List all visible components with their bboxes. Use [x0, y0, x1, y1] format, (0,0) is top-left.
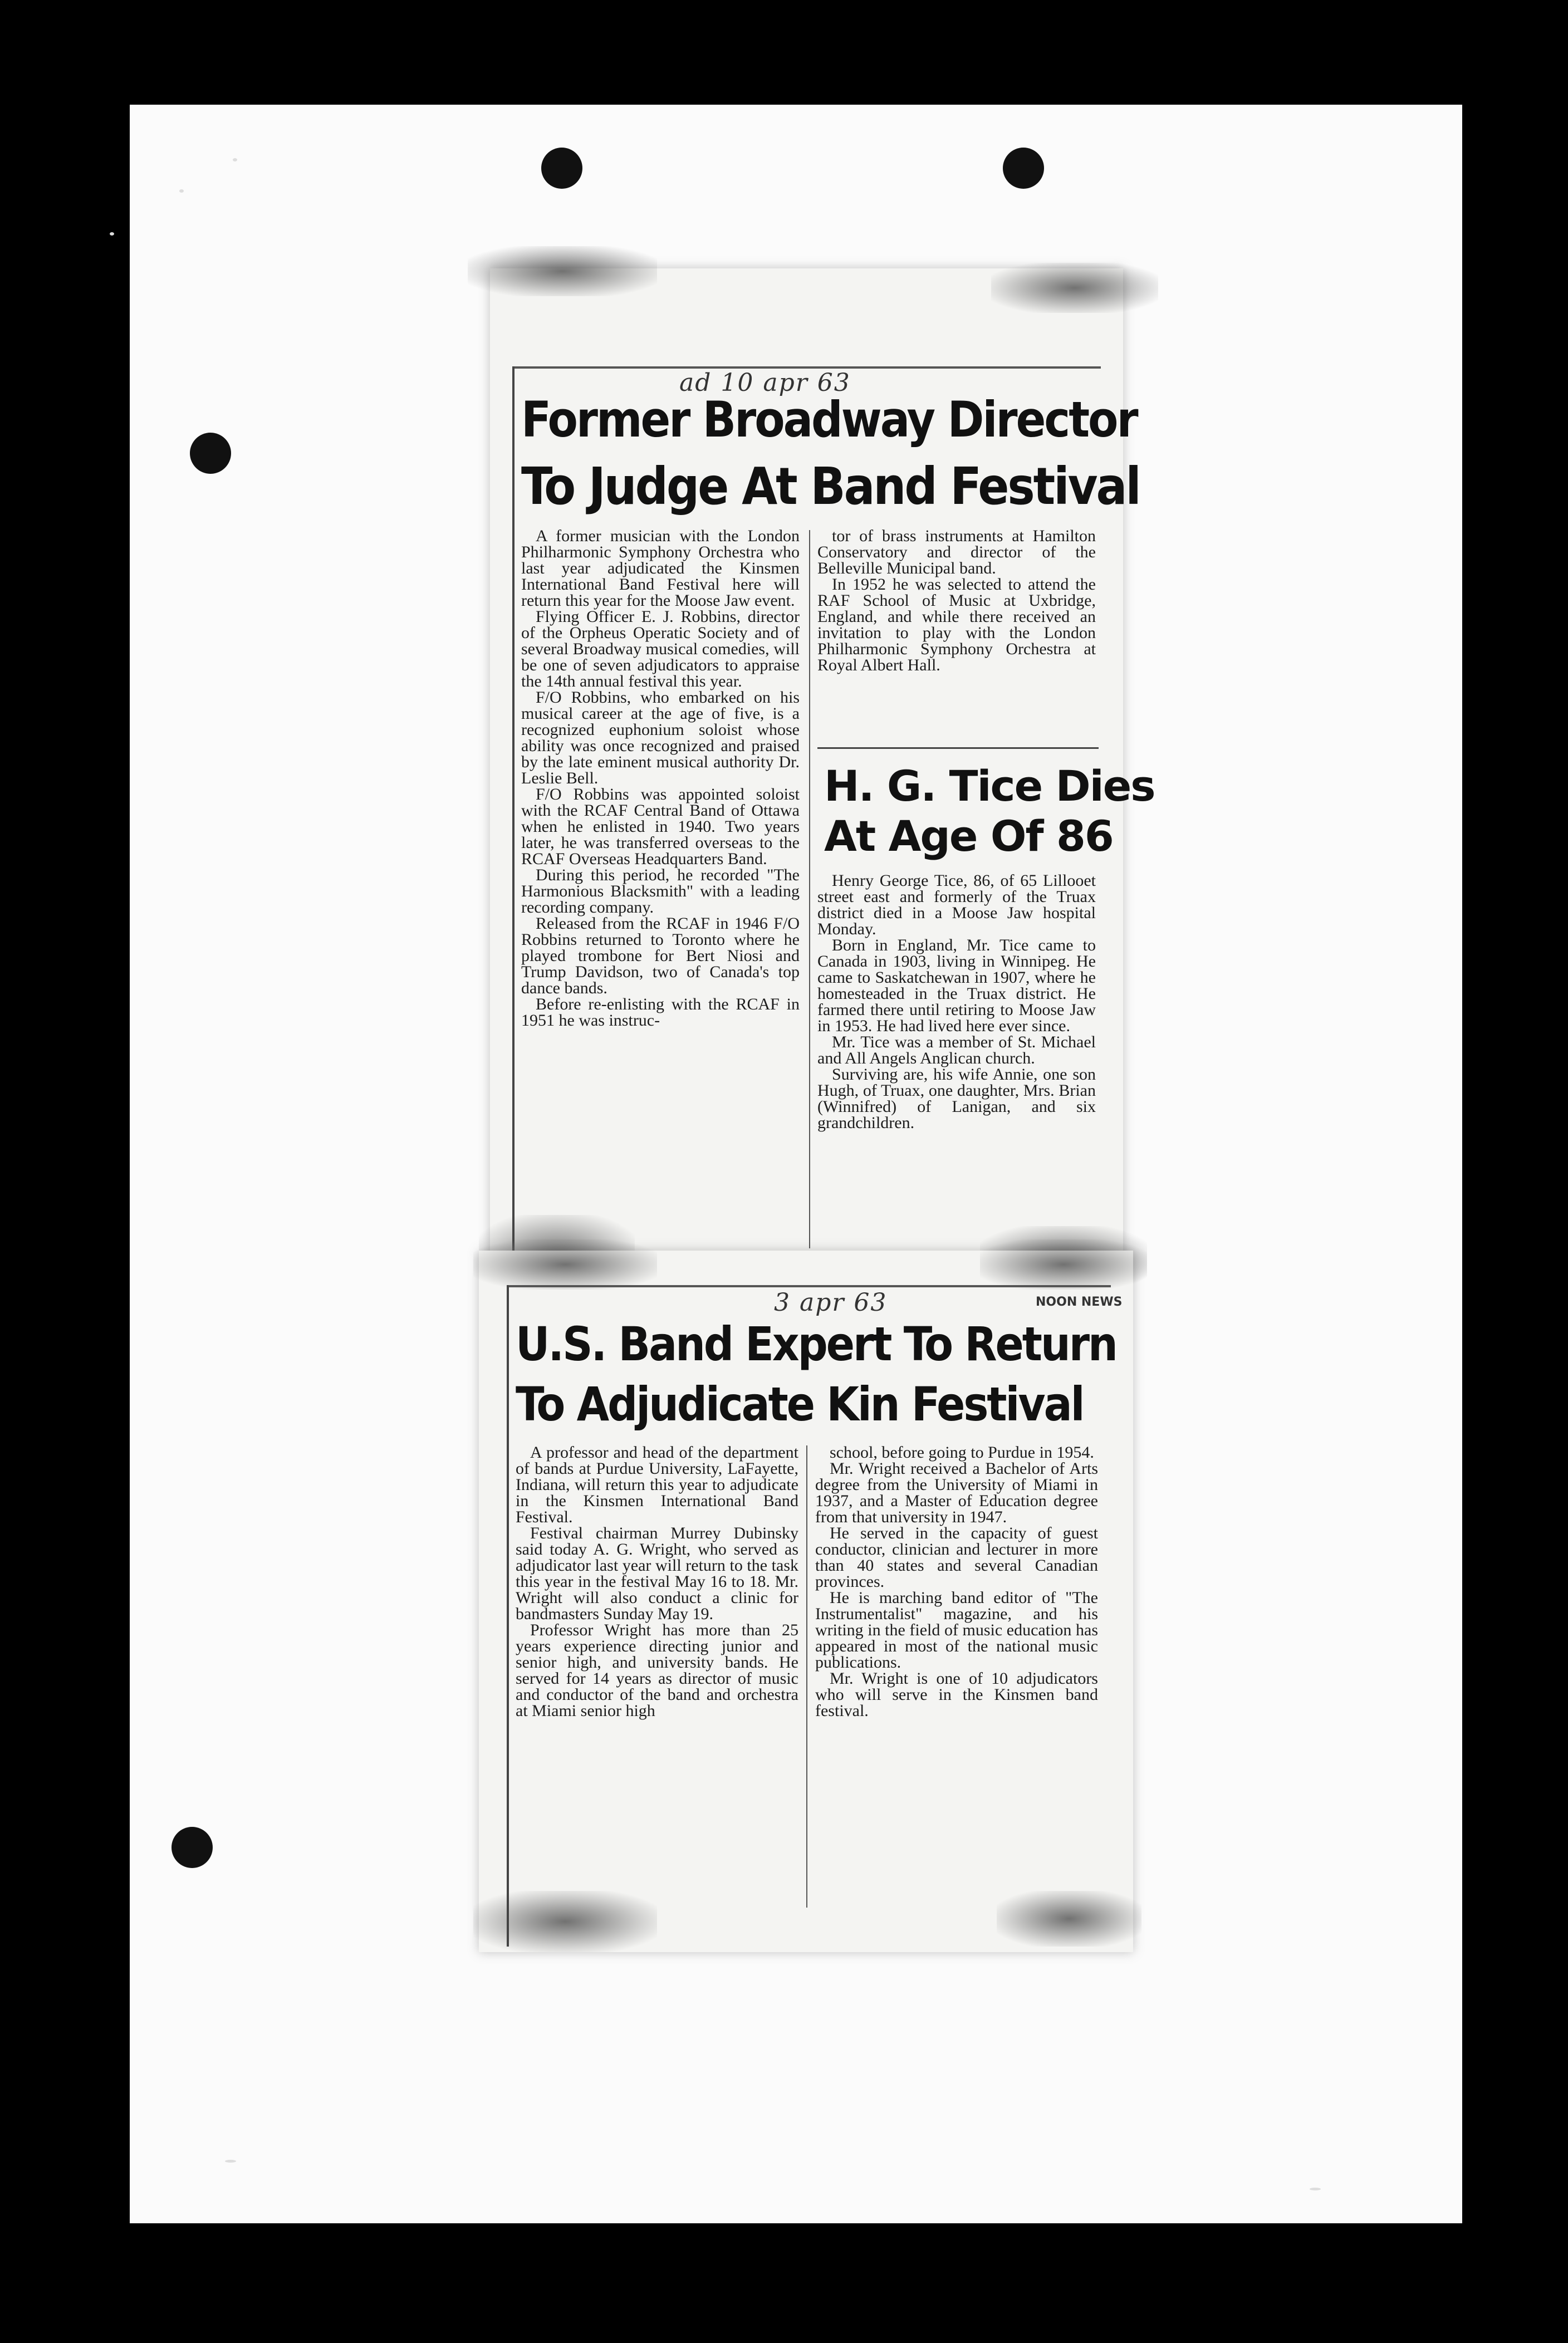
paragraph: Released from the RCAF in 1946 F/O Robbins returned to Toronto where he played trombone for Bert Niosi and Trump Davidson, two of Canada's top dance bands.: [521, 914, 800, 997]
scan-speck: [179, 189, 184, 193]
paragraph: Mr. Wright is one of 10 adjudicators who will serve in the Kinsmen band festival.: [815, 1669, 1098, 1720]
clip-edge: [507, 1285, 509, 1947]
paragraph: A former musician with the London Philharmonic Symphony Orchestra who last year adjudicated the Kinsmen International Band Festival here will return this year for the Moose Jaw event.: [521, 527, 800, 610]
article-column: [815, 1444, 1098, 1719]
paragraph: Professor Wright has more than 25 years experience directing junior and senior high, and university bands. He served for 14 years as director of music and conductor of the band and orchestra at Miami senior high: [516, 1621, 798, 1720]
paragraph: He served in the capacity of guest conductor, clinician and lecturer in more than 40 states and several Canadian provinces.: [815, 1524, 1098, 1591]
paragraph: Mr. Wright received a Bachelor of Arts degree from the University of Miami in 1937, and a Master of Education degree from that university in 1947.: [815, 1459, 1098, 1526]
scan-speck: [110, 232, 114, 236]
headline: To Adjudicate Kin Festival: [516, 1377, 1084, 1432]
tape-smudge: [473, 1891, 657, 1952]
paragraph: Surviving are, his wife Annie, one son Hugh, of Truax, one daughter, Mrs. Brian (Winnifred) of Lanigan, and six grandchildren.: [817, 1065, 1096, 1132]
scan-speck: [1310, 2188, 1321, 2190]
paragraph: Before re-enlisting with the RCAF in 1951 he was instruc-: [521, 995, 800, 1030]
paragraph: A professor and head of the department of bands at Purdue University, LaFayette, Indiana, will return this year to adjudicate in the Kinsmen International Band Festival.: [516, 1443, 798, 1526]
handwritten-date: ad 10 apr 63: [679, 369, 851, 397]
paragraph: school, before going to Purdue in 1954.: [830, 1443, 1094, 1462]
handwritten-date: 3 apr 63: [774, 1288, 888, 1317]
column-rule: [809, 530, 810, 1248]
punch-hole: [190, 433, 231, 474]
clipping-band-expert: [479, 1251, 1133, 1952]
article-column: [521, 528, 800, 1028]
paragraph: Mr. Tice was a member of St. Michael and All Angels Anglican church.: [817, 1033, 1096, 1067]
paragraph: tor of brass instruments at Hamilton Conservatory and director of the Belleville Municipal band.: [817, 527, 1096, 577]
tape-smudge: [473, 1239, 657, 1290]
tape-smudge: [991, 263, 1158, 313]
masthead-fragment: NOON NEWS: [1036, 1295, 1123, 1309]
paragraph: Henry George Tice, 86, of 65 Lillooet street east and formerly of the Truax district died in a Moose Jaw hospital Monday.: [817, 871, 1096, 938]
scan-speck: [233, 158, 237, 161]
headline: To Judge At Band Festival: [521, 457, 1140, 516]
clip-edge: [507, 1285, 1111, 1287]
paragraph: During this period, he recorded "The Harmonious Blacksmith" with a leading recording company.: [521, 866, 800, 916]
obituary-column: [817, 873, 1096, 1131]
obituary-headline: H. G. Tice Dies: [824, 761, 1155, 811]
punch-hole: [171, 1827, 213, 1868]
article-column: [817, 528, 1096, 673]
obituary-headline: At Age Of 86: [824, 811, 1113, 861]
scrapbook-page: [130, 105, 1462, 2223]
paragraph: Born in England, Mr. Tice came to Canada in 1903, living in Winnipeg. He came to Saskatchewan in 1907, where he homesteaded in the Truax district. He farmed there until retiring to Moose Jaw in 1953. He had lived here ever since.: [817, 936, 1096, 1035]
paragraph: He is marching band editor of "The Instrumentalist" magazine, and his writing in the field of music education has appeared in most of the national music publications.: [815, 1589, 1098, 1672]
tape-smudge: [468, 246, 657, 296]
paragraph: In 1952 he was selected to attend the RAF School of Music at Uxbridge, England, and while there received an invitation to play with the London Philharmonic Symphony Orchestra at Royal Albert Hall.: [817, 575, 1096, 674]
paragraph: F/O Robbins, who embarked on his musical career at the age of five, is a recognized euphonium soloist whose ability was once recognized and praised by the late eminent musical authority Dr. Leslie Bell.: [521, 688, 800, 787]
headline: Former Broadway Director: [521, 391, 1137, 448]
paragraph: Festival chairman Murrey Dubinsky said today A. G. Wright, who served as adjudicator last year will return to the task this year in the festival May 16 to 18. Mr. Wright will also conduct a clinic for bandmasters Sunday May 19.: [516, 1524, 798, 1623]
headline: U.S. Band Expert To Return: [516, 1317, 1116, 1371]
punch-hole: [541, 148, 582, 189]
article-divider: [817, 747, 1099, 749]
clipping-broadway-director: [490, 268, 1155, 1276]
article-column: [516, 1444, 798, 1719]
column-rule: [806, 1445, 807, 1908]
tape-smudge: [997, 1891, 1141, 1947]
tape-smudge: [980, 1239, 1147, 1290]
clip-edge: [512, 366, 514, 1271]
scan-speck: [225, 2160, 236, 2163]
punch-hole: [1003, 148, 1044, 189]
paragraph: Flying Officer E. J. Robbins, director of the Orpheus Operatic Society and of several Broadway musical comedies, will be one of seven adjudicators to appraise the 14th annual festival this year.: [521, 607, 800, 690]
paragraph: F/O Robbins was appointed soloist with the RCAF Central Band of Ottawa when he enlisted in 1940. Two years later, he was transferred overseas to the RCAF Overseas Headquarters Band.: [521, 785, 800, 868]
